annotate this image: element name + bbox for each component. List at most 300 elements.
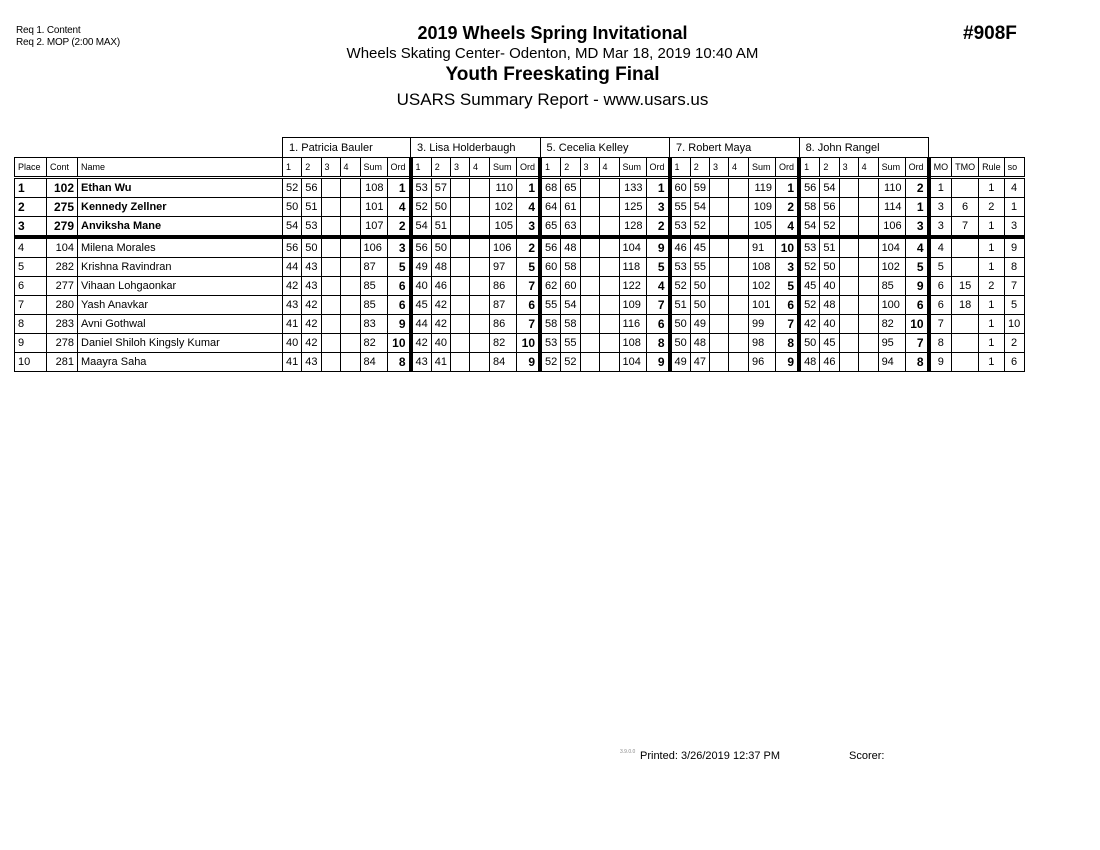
score-4-cell xyxy=(599,353,619,372)
score-sum-cell: 84 xyxy=(360,353,387,372)
rule-cell: 1 xyxy=(979,178,1005,198)
ordinal-cell: 5 xyxy=(646,258,670,277)
score-4-cell xyxy=(599,296,619,315)
result-row xyxy=(15,353,1025,372)
ordinal-cell: 7 xyxy=(517,315,541,334)
score-4-cell xyxy=(340,198,360,217)
col-header-rule: Rule xyxy=(979,158,1005,178)
score-3-cell xyxy=(580,258,599,277)
score-4-cell xyxy=(470,296,490,315)
score-4-cell xyxy=(470,353,490,372)
score-1-cell: 55 xyxy=(540,296,561,315)
report-subtitle: USARS Summary Report - www.usars.us xyxy=(396,90,709,109)
score-3-cell xyxy=(710,315,729,334)
col-header-judge5-3: 3 xyxy=(839,158,858,178)
score-sum-cell: 116 xyxy=(619,315,646,334)
score-3-cell xyxy=(321,217,340,238)
ordinal-cell: 1 xyxy=(517,178,541,198)
score-3-cell xyxy=(839,178,858,198)
score-3-cell xyxy=(451,198,470,217)
score-2-cell: 54 xyxy=(820,178,839,198)
score-3-cell xyxy=(839,315,858,334)
score-1-cell: 41 xyxy=(283,353,302,372)
col-header-judge5-sum: Sum xyxy=(878,158,905,178)
score-4-cell xyxy=(599,315,619,334)
ordinal-cell: 2 xyxy=(646,217,670,238)
col-header-judge4-2: 2 xyxy=(690,158,709,178)
mo-cell: 4 xyxy=(929,237,952,258)
score-1-cell: 56 xyxy=(540,237,561,258)
score-1-cell: 50 xyxy=(799,334,820,353)
score-2-cell: 55 xyxy=(690,258,709,277)
score-2-cell: 65 xyxy=(561,178,580,198)
score-2-cell: 47 xyxy=(690,353,709,372)
score-4-cell xyxy=(858,315,878,334)
rule-cell: 1 xyxy=(979,217,1005,238)
score-3-cell xyxy=(451,217,470,238)
ordinal-cell: 6 xyxy=(517,296,541,315)
col-header-judge2-sum: Sum xyxy=(490,158,517,178)
contestant-number-cell: 282 xyxy=(47,258,78,277)
rule-cell: 1 xyxy=(979,353,1005,372)
score-sum-cell: 91 xyxy=(749,237,776,258)
contestant-number-cell: 102 xyxy=(47,178,78,198)
ordinal-cell: 5 xyxy=(905,258,929,277)
score-3-cell xyxy=(839,296,858,315)
score-sum-cell: 102 xyxy=(490,198,517,217)
result-row xyxy=(15,277,1025,296)
score-1-cell: 52 xyxy=(799,258,820,277)
score-4-cell xyxy=(340,315,360,334)
score-1-cell: 44 xyxy=(411,315,432,334)
score-4-cell xyxy=(599,334,619,353)
score-1-cell: 60 xyxy=(540,258,561,277)
score-3-cell xyxy=(451,296,470,315)
score-sum-cell: 87 xyxy=(360,258,387,277)
score-1-cell: 62 xyxy=(540,277,561,296)
score-1-cell: 43 xyxy=(283,296,302,315)
col-header-judge3-1: 1 xyxy=(540,158,561,178)
so-cell: 1 xyxy=(1004,198,1024,217)
score-2-cell: 50 xyxy=(820,258,839,277)
score-4-cell xyxy=(340,353,360,372)
score-sum-cell: 106 xyxy=(490,237,517,258)
col-header-judge3-4: 4 xyxy=(599,158,619,178)
score-4-cell xyxy=(470,198,490,217)
ordinal-cell: 5 xyxy=(776,277,800,296)
so-cell: 9 xyxy=(1004,237,1024,258)
col-header-cont: Cont xyxy=(47,158,78,178)
skater-name-cell: Maayra Saha xyxy=(78,353,283,372)
score-sum-cell: 104 xyxy=(619,237,646,258)
score-2-cell: 58 xyxy=(561,258,580,277)
col-header-judge1-3: 3 xyxy=(321,158,340,178)
score-2-cell: 50 xyxy=(690,296,709,315)
score-2-cell: 43 xyxy=(302,353,321,372)
mo-cell: 3 xyxy=(929,217,952,238)
score-sum-cell: 82 xyxy=(360,334,387,353)
so-cell: 7 xyxy=(1004,277,1024,296)
skater-name-cell: Anviksha Mane xyxy=(78,217,283,238)
score-sum-cell: 82 xyxy=(490,334,517,353)
result-row xyxy=(15,198,1025,217)
skater-name-cell: Krishna Ravindran xyxy=(78,258,283,277)
ordinal-cell: 7 xyxy=(905,334,929,353)
score-sum-cell: 106 xyxy=(878,217,905,238)
rule-cell: 1 xyxy=(979,296,1005,315)
col-header-judge4-ord: Ord xyxy=(776,158,800,178)
score-4-cell xyxy=(729,334,749,353)
event-number: #908F xyxy=(963,23,1017,44)
score-sum-cell: 85 xyxy=(878,277,905,296)
score-4-cell xyxy=(470,217,490,238)
col-header-judge4-4: 4 xyxy=(729,158,749,178)
score-1-cell: 45 xyxy=(799,277,820,296)
contestant-number-cell: 275 xyxy=(47,198,78,217)
score-3-cell xyxy=(451,315,470,334)
score-2-cell: 50 xyxy=(302,237,321,258)
ordinal-cell: 8 xyxy=(905,353,929,372)
place-cell: 5 xyxy=(15,258,47,277)
col-header-judge5-ord: Ord xyxy=(905,158,929,178)
ordinal-cell: 9 xyxy=(905,277,929,296)
score-1-cell: 55 xyxy=(670,198,691,217)
score-4-cell xyxy=(599,258,619,277)
score-1-cell: 53 xyxy=(540,334,561,353)
col-header-judge2-1: 1 xyxy=(411,158,432,178)
score-2-cell: 53 xyxy=(302,217,321,238)
score-2-cell: 40 xyxy=(820,277,839,296)
mo-cell: 8 xyxy=(929,334,952,353)
tmo-cell xyxy=(952,353,979,372)
contestant-number-cell: 280 xyxy=(47,296,78,315)
score-4-cell xyxy=(729,217,749,238)
score-2-cell: 48 xyxy=(561,237,580,258)
score-3-cell xyxy=(321,296,340,315)
ordinal-cell: 3 xyxy=(646,198,670,217)
score-1-cell: 52 xyxy=(540,353,561,372)
score-2-cell: 45 xyxy=(690,237,709,258)
score-2-cell: 42 xyxy=(431,296,450,315)
score-4-cell xyxy=(599,277,619,296)
judge-1-name: 1. Patricia Bauler xyxy=(283,138,411,158)
col-header-judge4-3: 3 xyxy=(710,158,729,178)
ordinal-cell: 5 xyxy=(517,258,541,277)
score-1-cell: 45 xyxy=(411,296,432,315)
score-1-cell: 54 xyxy=(283,217,302,238)
score-2-cell: 52 xyxy=(561,353,580,372)
score-4-cell xyxy=(729,178,749,198)
score-sum-cell: 104 xyxy=(619,353,646,372)
score-2-cell: 50 xyxy=(431,237,450,258)
ordinal-cell: 10 xyxy=(517,334,541,353)
col-header-tmo: TMO xyxy=(952,158,979,178)
col-header-judge2-2: 2 xyxy=(431,158,450,178)
skater-name-cell: Kennedy Zellner xyxy=(78,198,283,217)
score-4-cell xyxy=(340,237,360,258)
place-cell: 9 xyxy=(15,334,47,353)
so-cell: 6 xyxy=(1004,353,1024,372)
result-row xyxy=(15,296,1025,315)
col-header-name: Name xyxy=(78,158,283,178)
ordinal-cell: 6 xyxy=(776,296,800,315)
score-1-cell: 41 xyxy=(283,315,302,334)
score-3-cell xyxy=(839,277,858,296)
score-3-cell xyxy=(321,277,340,296)
score-1-cell: 64 xyxy=(540,198,561,217)
col-header-judge3-3: 3 xyxy=(580,158,599,178)
score-2-cell: 48 xyxy=(820,296,839,315)
score-sum-cell: 95 xyxy=(878,334,905,353)
judges-row xyxy=(15,138,1025,158)
column-header-row xyxy=(15,158,1025,178)
col-header-judge3-2: 2 xyxy=(561,158,580,178)
score-1-cell: 68 xyxy=(540,178,561,198)
score-1-cell: 52 xyxy=(283,178,302,198)
score-1-cell: 56 xyxy=(411,237,432,258)
score-sum-cell: 101 xyxy=(360,198,387,217)
skater-name-cell: Milena Morales xyxy=(78,237,283,258)
score-2-cell: 54 xyxy=(561,296,580,315)
ordinal-cell: 3 xyxy=(905,217,929,238)
score-3-cell xyxy=(839,217,858,238)
score-3-cell xyxy=(710,334,729,353)
contestant-number-cell: 277 xyxy=(47,277,78,296)
contestant-number-cell: 104 xyxy=(47,237,78,258)
score-sum-cell: 86 xyxy=(490,315,517,334)
ordinal-cell: 9 xyxy=(646,353,670,372)
tmo-cell: 6 xyxy=(952,198,979,217)
skater-name-cell: Vihaan Lohgaonkar xyxy=(78,277,283,296)
col-header-judge5-1: 1 xyxy=(799,158,820,178)
score-1-cell: 53 xyxy=(670,258,691,277)
mo-cell: 9 xyxy=(929,353,952,372)
ordinal-cell: 9 xyxy=(517,353,541,372)
requirement-1: Req 1. Content xyxy=(16,25,81,36)
tmo-cell xyxy=(952,334,979,353)
score-1-cell: 53 xyxy=(411,178,432,198)
result-row xyxy=(15,334,1025,353)
score-3-cell xyxy=(321,237,340,258)
score-2-cell: 54 xyxy=(690,198,709,217)
score-2-cell: 43 xyxy=(302,277,321,296)
place-cell: 6 xyxy=(15,277,47,296)
score-4-cell xyxy=(729,198,749,217)
score-3-cell xyxy=(710,296,729,315)
score-1-cell: 53 xyxy=(799,237,820,258)
score-2-cell: 52 xyxy=(820,217,839,238)
score-sum-cell: 125 xyxy=(619,198,646,217)
score-4-cell xyxy=(858,353,878,372)
score-sum-cell: 85 xyxy=(360,277,387,296)
rule-cell: 1 xyxy=(979,237,1005,258)
score-2-cell: 40 xyxy=(431,334,450,353)
score-1-cell: 49 xyxy=(411,258,432,277)
score-3-cell xyxy=(451,334,470,353)
col-header-judge3-sum: Sum xyxy=(619,158,646,178)
score-sum-cell: 100 xyxy=(878,296,905,315)
result-row xyxy=(15,217,1025,238)
score-3-cell xyxy=(321,178,340,198)
score-sum-cell: 122 xyxy=(619,277,646,296)
score-2-cell: 50 xyxy=(690,277,709,296)
score-1-cell: 50 xyxy=(670,334,691,353)
score-3-cell xyxy=(580,353,599,372)
contestant-number-cell: 281 xyxy=(47,353,78,372)
col-header-judge2-ord: Ord xyxy=(517,158,541,178)
place-cell: 7 xyxy=(15,296,47,315)
score-sum-cell: 108 xyxy=(360,178,387,198)
score-3-cell xyxy=(451,258,470,277)
score-2-cell: 55 xyxy=(561,334,580,353)
score-sum-cell: 110 xyxy=(878,178,905,198)
score-sum-cell: 105 xyxy=(490,217,517,238)
score-sum-cell: 85 xyxy=(360,296,387,315)
score-3-cell xyxy=(321,198,340,217)
col-header-so: so xyxy=(1004,158,1024,178)
ordinal-cell: 3 xyxy=(517,217,541,238)
score-sum-cell: 133 xyxy=(619,178,646,198)
col-header-judge5-2: 2 xyxy=(820,158,839,178)
score-1-cell: 54 xyxy=(799,217,820,238)
ordinal-cell: 6 xyxy=(387,296,411,315)
ordinal-cell: 7 xyxy=(776,315,800,334)
score-1-cell: 40 xyxy=(411,277,432,296)
score-2-cell: 48 xyxy=(431,258,450,277)
score-2-cell: 56 xyxy=(820,198,839,217)
score-4-cell xyxy=(470,178,490,198)
tmo-cell xyxy=(952,178,979,198)
score-1-cell: 40 xyxy=(283,334,302,353)
score-4-cell xyxy=(340,277,360,296)
result-row xyxy=(15,178,1025,198)
score-1-cell: 58 xyxy=(540,315,561,334)
col-header-judge2-4: 4 xyxy=(470,158,490,178)
scorer-label: Scorer: xyxy=(849,750,885,762)
score-4-cell xyxy=(858,237,878,258)
score-1-cell: 58 xyxy=(799,198,820,217)
ordinal-cell: 6 xyxy=(905,296,929,315)
score-sum-cell: 109 xyxy=(619,296,646,315)
score-4-cell xyxy=(340,334,360,353)
score-3-cell xyxy=(839,334,858,353)
score-sum-cell: 102 xyxy=(749,277,776,296)
score-3-cell xyxy=(451,237,470,258)
judge-5-name: 5. Cecelia Kelley xyxy=(540,138,670,158)
ordinal-cell: 5 xyxy=(387,258,411,277)
score-1-cell: 65 xyxy=(540,217,561,238)
mo-cell: 6 xyxy=(929,277,952,296)
score-3-cell xyxy=(710,277,729,296)
score-3-cell xyxy=(580,277,599,296)
ordinal-cell: 6 xyxy=(646,315,670,334)
score-4-cell xyxy=(599,198,619,217)
score-2-cell: 46 xyxy=(431,277,450,296)
score-1-cell: 52 xyxy=(411,198,432,217)
ordinal-cell: 4 xyxy=(776,217,800,238)
mo-cell: 7 xyxy=(929,315,952,334)
col-header-judge4-1: 1 xyxy=(670,158,691,178)
col-header-judge1-1: 1 xyxy=(283,158,302,178)
score-sum-cell: 109 xyxy=(749,198,776,217)
score-3-cell xyxy=(321,315,340,334)
rule-cell: 1 xyxy=(979,315,1005,334)
score-4-cell xyxy=(470,237,490,258)
score-4-cell xyxy=(470,258,490,277)
ordinal-cell: 7 xyxy=(517,277,541,296)
mo-cell: 3 xyxy=(929,198,952,217)
score-2-cell: 42 xyxy=(302,315,321,334)
col-header-judge4-sum: Sum xyxy=(749,158,776,178)
score-sum-cell: 107 xyxy=(360,217,387,238)
so-cell: 2 xyxy=(1004,334,1024,353)
ordinal-cell: 2 xyxy=(776,198,800,217)
score-4-cell xyxy=(858,178,878,198)
place-cell: 3 xyxy=(15,217,47,238)
score-4-cell xyxy=(599,178,619,198)
score-2-cell: 48 xyxy=(690,334,709,353)
ordinal-cell: 8 xyxy=(776,334,800,353)
score-sum-cell: 101 xyxy=(749,296,776,315)
result-row xyxy=(15,315,1025,334)
score-3-cell xyxy=(580,178,599,198)
so-cell: 5 xyxy=(1004,296,1024,315)
ordinal-cell: 1 xyxy=(776,178,800,198)
score-4-cell xyxy=(858,296,878,315)
tmo-cell: 15 xyxy=(952,277,979,296)
mo-cell: 6 xyxy=(929,296,952,315)
ordinal-cell: 1 xyxy=(387,178,411,198)
place-cell: 4 xyxy=(15,237,47,258)
score-2-cell: 60 xyxy=(561,277,580,296)
score-2-cell: 40 xyxy=(820,315,839,334)
skater-name-cell: Yash Anavkar xyxy=(78,296,283,315)
score-4-cell xyxy=(858,198,878,217)
score-3-cell xyxy=(710,198,729,217)
contestant-number-cell: 279 xyxy=(47,217,78,238)
rule-cell: 1 xyxy=(979,258,1005,277)
score-3-cell xyxy=(321,334,340,353)
score-1-cell: 52 xyxy=(670,277,691,296)
score-sum-cell: 110 xyxy=(490,178,517,198)
score-1-cell: 56 xyxy=(283,237,302,258)
score-2-cell: 57 xyxy=(431,178,450,198)
contestant-number-cell: 283 xyxy=(47,315,78,334)
score-3-cell xyxy=(580,296,599,315)
col-header-judge5-4: 4 xyxy=(858,158,878,178)
score-3-cell xyxy=(580,198,599,217)
score-3-cell xyxy=(580,237,599,258)
ordinal-cell: 2 xyxy=(517,237,541,258)
score-4-cell xyxy=(340,258,360,277)
ordinal-cell: 8 xyxy=(646,334,670,353)
score-sum-cell: 105 xyxy=(749,217,776,238)
judge-8-name: 8. John Rangel xyxy=(799,138,929,158)
score-sum-cell: 108 xyxy=(749,258,776,277)
score-4-cell xyxy=(729,277,749,296)
score-3-cell xyxy=(710,353,729,372)
col-header-place: Place xyxy=(15,158,47,178)
score-3-cell xyxy=(580,334,599,353)
score-3-cell xyxy=(451,178,470,198)
score-2-cell: 41 xyxy=(431,353,450,372)
score-2-cell: 51 xyxy=(302,198,321,217)
ordinal-cell: 1 xyxy=(646,178,670,198)
ordinal-cell: 4 xyxy=(517,198,541,217)
score-4-cell xyxy=(858,277,878,296)
rule-cell: 2 xyxy=(979,277,1005,296)
result-row xyxy=(15,258,1025,277)
